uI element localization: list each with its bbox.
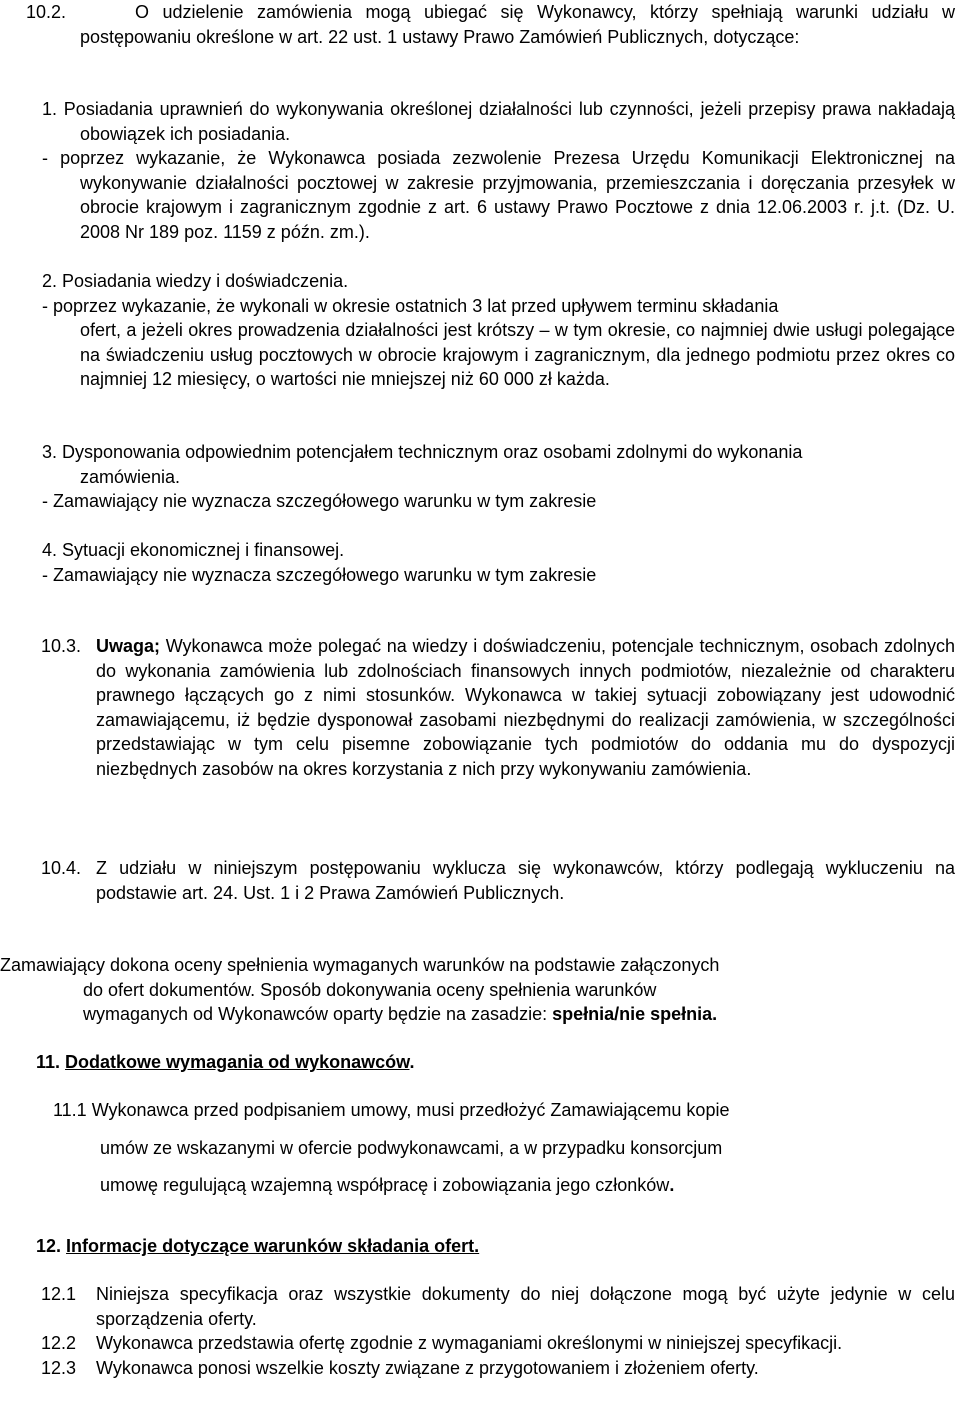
section-number: 10.3.	[41, 636, 82, 656]
section-10-4-paragraph	[0, 856, 960, 905]
section-title-end: .	[409, 1052, 415, 1072]
item-text: Wykonawca ponosi wszelkie koszty związane z przygotowaniem i złożeniem oferty.	[96, 1357, 759, 1378]
condition-1	[0, 97, 960, 244]
section-11-heading	[36, 1050, 960, 1075]
section-12-heading	[36, 1234, 960, 1259]
assessment-criteria: spełnia/nie spełnia.	[552, 1004, 718, 1024]
assessment-line-3	[83, 1002, 960, 1027]
p11-1-line-3	[100, 1173, 960, 1198]
assessment-line-3-text: wymaganych od Wykonawców oparty będzie na zasadzie:	[83, 1004, 553, 1024]
section-10-2-heading	[0, 0, 960, 49]
section-12-items	[0, 1282, 960, 1380]
condition-2-detail-first: - poprzez wykazanie, że wykonali w okresie ostatnich 3 lat przed upływem terminu składania	[42, 295, 779, 316]
p11-1-line-2: umów ze wskazanymi w ofercie podwykonawcami, a w przypadku konsorcjum	[100, 1138, 723, 1158]
item-12-2	[0, 1331, 960, 1356]
condition-2	[0, 269, 960, 392]
item-text: Niniejsza specyfikacja oraz wszystkie dokumenty do niej dołączone mogą być użyte jedynie w celu sporządzenia oferty.	[96, 1284, 955, 1329]
p11-1-line-1: 11.1 Wykonawca przed podpisaniem umowy, musi przedłożyć Zamawiającemu kopie	[53, 1100, 730, 1120]
item-12-3	[0, 1356, 960, 1381]
section-12	[0, 1234, 960, 1259]
assessment-line-2: do ofert dokumentów. Sposób dokonywania oceny spełnienia warunków	[83, 979, 657, 1000]
condition-2-title: 2. Posiadania wiedzy i doświadczenia.	[42, 271, 349, 291]
condition-3-title: 3. Dysponowania odpowiednim potencjałem technicznym oraz osobami zdolnymi do wykonania	[42, 442, 803, 462]
item-number: 12.2	[41, 1333, 77, 1353]
condition-3-title-cont: zamówienia.	[80, 466, 181, 487]
item-number: 12.1	[41, 1284, 77, 1304]
p11-1-end: .	[669, 1175, 675, 1195]
item-number: 12.3	[41, 1357, 77, 1378]
section-title: Dodatkowe wymagania od wykonawców	[65, 1052, 410, 1072]
section-number: 10.2.	[26, 2, 67, 22]
section-10-2	[0, 0, 960, 49]
condition-2-detail-rest: ofert, a jeżeli okres prowadzenia działalności jest krótszy – w tym okresie, co najmniej dwie usługi polegające na świadczeniu usług pocztowych w obrocie krajowym i zagranicznym, dla jednego podmiotu przez okres co najmniej 12 miesięcy, o wartości nie mniejszej niż 60 000 zł każda.	[80, 320, 955, 389]
assessment-line-1: Zamawiający dokona oceny spełnienia wymaganych warunków na podstawie załączonych	[0, 955, 720, 975]
section-text	[96, 634, 955, 781]
section-10-4	[0, 856, 960, 905]
section-number: 11.	[36, 1052, 61, 1072]
section-text: Z udziału w niniejszym postępowaniu wyklucza się wykonawców, którzy podlegają wykluczeniu na podstawie art. 24. Ust. 1 i 2 Prawa Zamówień Publicznych.	[96, 858, 955, 903]
section-10-3-paragraph	[0, 634, 960, 781]
item-12-1	[0, 1282, 960, 1331]
section-number: 12.	[36, 1236, 62, 1256]
condition-3	[0, 440, 960, 514]
item-text: Wykonawca przedstawia ofertę zgodnie z wymaganiami określonymi w niniejszej specyfikacji.	[96, 1333, 843, 1353]
condition-1-detail: - poprzez wykazanie, że Wykonawca posiada zezwolenie Prezesa Urzędu Komunikacji Elektronicznej na wykonywanie działalności pocztowej w zakresie przyjmowania, przemieszczania i doręczania przesyłek w obrocie krajowym i zagranicznym zgodnie z art. 6 ustawy Prawo Pocztowe z dnia 12.06.2003 r. j.t. (Dz. U. 2008 Nr 189 poz. 1159 z późn. zm.).	[42, 148, 955, 242]
section-text: O udzielenie zamówienia mogą ubiegać się Wykonawcy, którzy spełniają warunki udziału w postępowaniu określone w art. 22 ust. 1 ustawy Prawo Zamówień Publicznych, dotyczące:	[80, 2, 955, 47]
condition-4-detail: - Zamawiający nie wyznacza szczegółowego warunku w tym zakresie	[42, 564, 597, 585]
condition-1-title: 1. Posiadania uprawnień do wykonywania określonej działalności lub czynności, jeżeli przepisy prawa nakładają obowiązek ich posiadania.	[42, 99, 955, 144]
section-title: Informacje dotyczące warunków składania ofert.	[66, 1236, 480, 1256]
warning-label: Uwaga;	[96, 636, 161, 656]
condition-4-title: 4. Sytuacji ekonomicznej i finansowej.	[42, 540, 345, 560]
condition-3-detail: - Zamawiający nie wyznacza szczegółowego warunku w tym zakresie	[42, 491, 597, 511]
p11-1-line-3-text: umowę regulującą wzajemną współpracę i zobowiązania jego członków	[100, 1175, 670, 1195]
section-11	[0, 1050, 960, 1075]
assessment-note	[0, 953, 960, 1027]
warning-text: Wykonawca może polegać na wiedzy i doświadczeniu, potencjale technicznym, osobach zdolnych do wykonania zamówienia lub zdolnościach finansowych innych podmiotów, niezależnie od charakteru prawnego łączących go z nimi stosunków. Wykonawca w takiej sytuacji zobowiązany jest udowodnić zamawiającemu, iż będzie dysponował zasobami niezbędnymi do realizacji zamówienia, w szczególności przedstawiając w tym celu pisemne zobowiązanie tych podmiotów do oddania mu do dyspozycji niezbędnych zasobów na okres korzystania z nich przy wykonywaniu zamówienia.	[96, 636, 955, 779]
condition-4	[0, 538, 960, 587]
section-10-3	[0, 634, 960, 781]
section-number: 10.4.	[41, 858, 82, 878]
